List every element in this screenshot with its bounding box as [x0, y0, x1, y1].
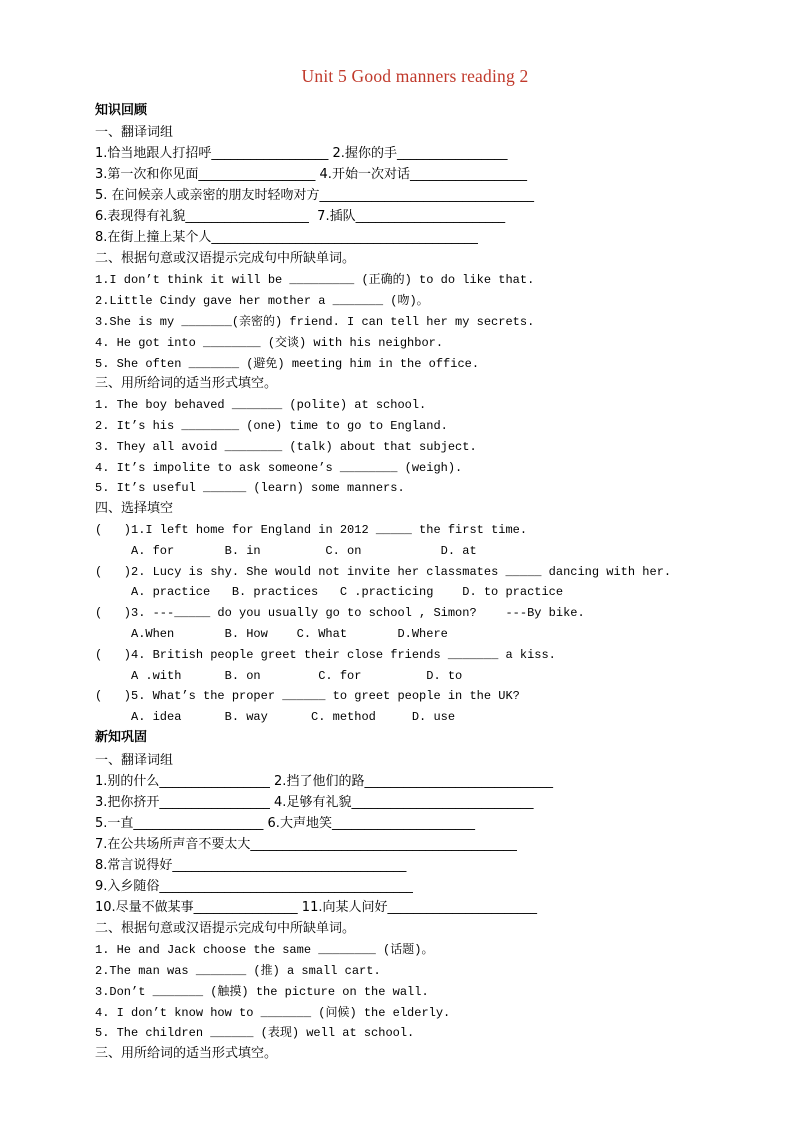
- worksheet-line: 8.常言说得好____________________________________: [95, 858, 407, 873]
- answer-options: A .with B. on C. for D. to: [131, 669, 463, 683]
- worksheet-line: ( )3. ---_____ do you usually go to school , Simon? ---By bike.: [95, 606, 585, 620]
- worksheet-line: 5. It’s useful ______ (learn) some manners.: [95, 481, 405, 495]
- answer-options: A. idea B. way C. method D. use: [131, 710, 456, 724]
- worksheet-line: 4. He got into ________ (交谈) with his neighbor.: [95, 336, 444, 350]
- worksheet-line: 四、选择填空: [95, 501, 174, 516]
- section-heading: 新知巩固: [95, 730, 148, 745]
- worksheet-line: 3.把你挤开_________________ 4.足够有礼貌____________________________: [95, 795, 534, 810]
- worksheet-line: 1.别的什么_________________ 2.挡了他们的路_____________________________: [95, 774, 553, 789]
- worksheet-line: 5. The children ______ (表现) well at school.: [95, 1026, 415, 1040]
- worksheet-line: ( )1.I left home for England in 2012 _____ the first time.: [95, 523, 528, 537]
- worksheet-line: 9.入乡随俗_______________________________________: [95, 879, 413, 894]
- worksheet-line: 2.The man was _______ (推) a small cart.: [95, 964, 381, 978]
- worksheet-line: 6.表现得有礼貌___________________ 7.插队_______________________: [95, 209, 506, 224]
- worksheet-line: 5.一直____________________ 6.大声地笑______________________: [95, 816, 475, 831]
- worksheet-line: 三、用所给词的适当形式填空。: [95, 1046, 278, 1061]
- worksheet-line: 1. He and Jack choose the same ________ (话题)。: [95, 943, 434, 957]
- worksheet-line: 1.I don’t think it will be _________ (正确的) to do like that.: [95, 273, 535, 287]
- worksheet-line: ( )2. Lucy is shy. She would not invite her classmates _____ dancing with her.: [95, 565, 672, 579]
- worksheet-line: 5. 在问候亲人或亲密的朋友时轻吻对方_________________________________: [95, 188, 535, 203]
- worksheet-line: 一、翻译词组: [95, 753, 174, 768]
- worksheet-line: ( )4. British people greet their close friends _______ a kiss.: [95, 648, 556, 662]
- worksheet-line: 4. I don’t know how to _______ (问候) the elderly.: [95, 1006, 451, 1020]
- answer-options: A. for B. in C. on D. at: [131, 544, 477, 558]
- worksheet-line: 1.恰当地跟人打招呼__________________ 2.握你的手_________________: [95, 146, 508, 161]
- page-title: Unit 5 Good manners reading 2: [301, 66, 529, 86]
- worksheet-line: 2. It’s his ________ (one) time to go to England.: [95, 419, 448, 433]
- worksheet-line: 3.Don’t _______ (触摸) the picture on the wall.: [95, 985, 429, 999]
- worksheet-line: 7.在公共场所声音不要太大_________________________________________: [95, 837, 517, 852]
- worksheet-line: 3. They all avoid ________ (talk) about that subject.: [95, 440, 477, 454]
- worksheet-line: ( )5. What’s the proper ______ to greet people in the UK?: [95, 689, 520, 703]
- worksheet-line: 一、翻译词组: [95, 125, 174, 140]
- worksheet-line: 三、用所给词的适当形式填空。: [95, 376, 278, 391]
- section-heading: 知识回顾: [95, 103, 148, 118]
- worksheet-line: 二、根据句意或汉语提示完成句中所缺单词。: [95, 251, 356, 266]
- worksheet-line: 3.She is my _______(亲密的) friend. I can tell her my secrets.: [95, 315, 535, 329]
- answer-options: A. practice B. practices C .practicing D. to practice: [131, 585, 564, 599]
- worksheet-line: 10.尽量不做某事________________ 11.向某人问好_______________________: [95, 900, 537, 915]
- worksheet-line: 2.Little Cindy gave her mother a _______ (吻)。: [95, 294, 429, 308]
- worksheet-line: 1. The boy behaved _______ (polite) at school.: [95, 398, 427, 412]
- worksheet-line: 4. It’s impolite to ask someone’s ________ (weigh).: [95, 461, 463, 475]
- worksheet-line: 3.第一次和你见面__________________ 4.开始一次对话__________________: [95, 167, 527, 182]
- answer-options: A.When B. How C. What D.Where: [131, 627, 448, 641]
- worksheet-line: 5. She often _______ (避免) meeting him in the office.: [95, 357, 480, 371]
- worksheet-line: 二、根据句意或汉语提示完成句中所缺单词。: [95, 921, 356, 936]
- worksheet-line: 8.在街上撞上某个人_________________________________________: [95, 230, 478, 245]
